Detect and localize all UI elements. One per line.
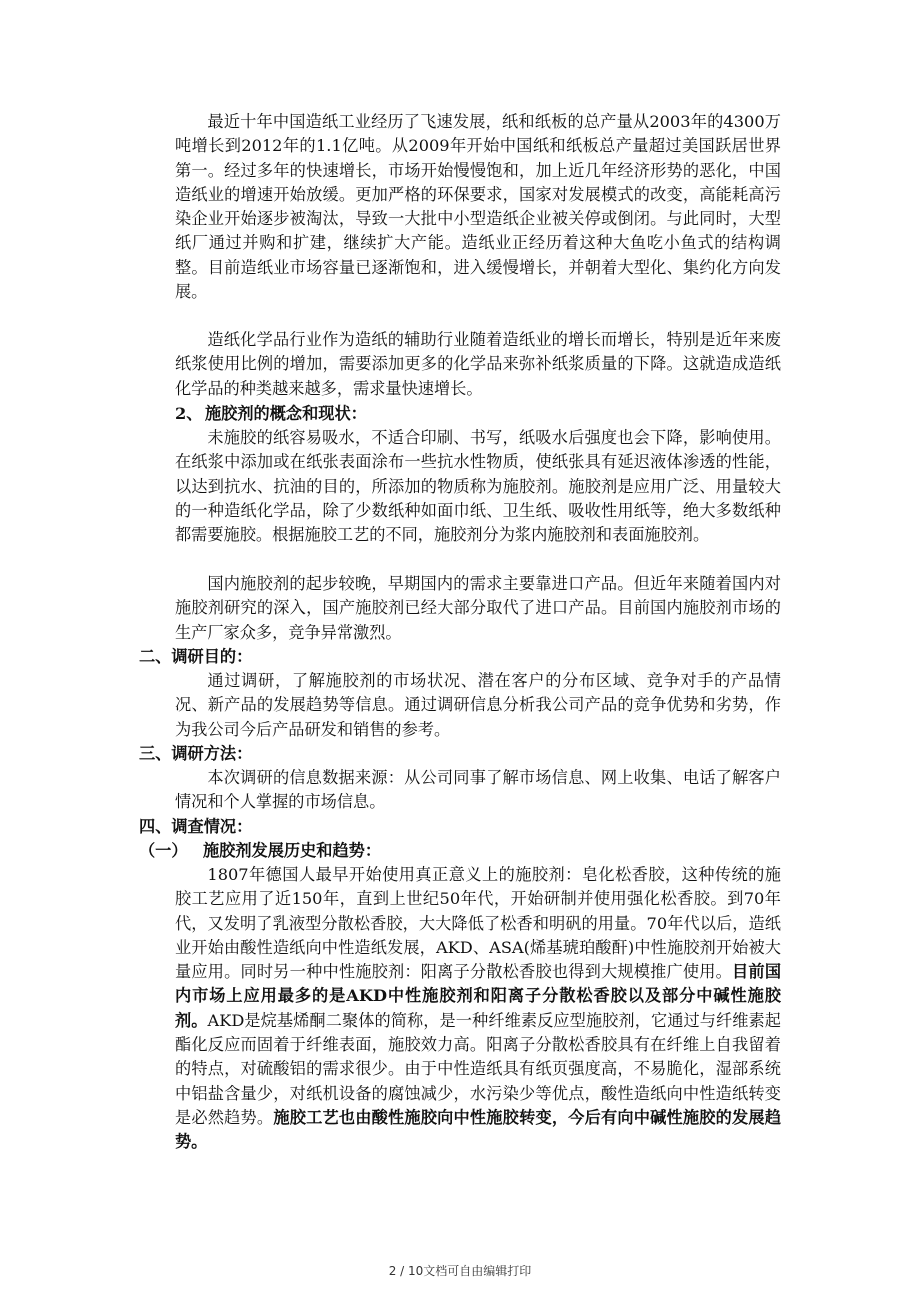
history-text-a: 1807年德国人最早开始使用真正意义上的施胶剂：皂化松香胶，这种传统的施胶工艺应用了近150年，直到上世纪50年代，开始研制并使用强化松香胶。到70年代，又发明了乳液型分散松香胶，大大降低了松香和明矾的用量。70年代以后，造纸业开始由酸性造纸向中性造纸发展，AKD、ASA(烯基琥珀酸酐)中性施胶剂开始被大量应用。同时另一种中性施胶剂：阳离子分散松香胶也得到大规模推广使用。 <box>175 865 781 982</box>
paragraph-chemicals-growth: 造纸化学品行业作为造纸的辅助行业随着造纸业的增长而增长，特别是近年来废纸浆使用比例的增加，需要添加更多的化学品来弥补纸浆质量的下降。这就造成造纸化学品的种类越来越多，需求量快速增长。 <box>175 330 781 398</box>
paragraph-industry-overview: 最近十年中国造纸工业经历了飞速发展，纸和纸板的总产量从2003年的4300万吨增长到2012年的1.1亿吨。从2009年开始中国纸和纸板总产量超过美国跃居世界第一。经过多年的快速增长，市场开始慢慢饱和，加上近几年经济形势的恶化，中国造纸业的增速开始放缓。更加严格的环保要求，国家对发展模式的改变，高能耗高污染企业开始逐步被淘汰，导致一大批中小型造纸企业被关停或倒闭。与此同时，大型纸厂通过并购和扩建，继续扩大产能。造纸业正经历着这种大鱼吃小鱼式的结构调整。目前造纸业市场容量已逐渐饱和，进入缓慢增长，并朝着大型化、集约化方向发展。 <box>175 112 781 302</box>
heading-number: （一） <box>139 841 188 860</box>
heading-text: 施胶剂发展历史和趋势： <box>203 841 382 860</box>
paragraph-research-method: 本次调研的信息数据来源：从公司同事了解市场信息、网上收集、电话了解客户情况和个人掌握的市场信息。 <box>175 768 781 812</box>
heading-research-purpose: 二、调研目的： <box>139 647 253 666</box>
heading-research-method: 三、调研方法： <box>139 744 253 763</box>
paragraph-domestic-market: 国内施胶剂的起步较晚，早期国内的需求主要靠进口产品。但近年来随着国内对施胶剂研究的深入，国产施胶剂已经大部分取代了进口产品。目前国内施胶剂市场的生产厂家众多，竞争异常激烈。 <box>175 574 781 642</box>
heading-text: 施胶剂的概念和现状： <box>205 404 367 423</box>
heading-number: 2、 <box>175 404 203 423</box>
paragraph-sizing-definition: 未施胶的纸容易吸水，不适合印刷、书写，纸吸水后强度也会下降，影响使用。在纸浆中添加或在纸张表面涂布一些抗水性物质，使纸张具有延迟液体渗透的性能，以达到抗水、抗油的目的，所添加的物质称为施胶剂。施胶剂是应用广泛、用量较大的一种造纸化学品，除了少数纸种如面巾纸、卫生纸、吸收性用纸等，绝大多数纸种都需要施胶。根据施胶工艺的不同，施胶剂分为浆内施胶剂和表面施胶剂。 <box>175 428 781 545</box>
page-footer: 2 / 10文档可自由编辑打印 <box>388 1264 532 1278</box>
history-emphasis-trend: 施胶工艺也由酸性施胶向中性施胶转变，今后有向中碱性施胶的发展趋势。 <box>175 1107 782 1152</box>
history-text-akd: AKD是烷基烯酮二聚体的简称，是一种纤维素反应型施胶剂，它通过与纤维素起酯化反应而固着于纤维表面，施胶效力高。阳离子分散松香胶具有在纤维上自我留着的特点，对硫酸铝的需求很少。由于中性造纸具有纸页强度高，不易脆化，湿部系统中铝盐含量少，对纸机设备的腐蚀减少，水污染少等优点，酸性造纸向中性造纸转变是必然趋势。 <box>175 1010 781 1127</box>
heading-survey-status: 四、调查情况： <box>139 817 253 836</box>
history-emphasis-market: 目前国内市场上应用最多的是AKD中性施胶剂和阳离子分散松香胶以及部分中碱性施胶剂。 <box>175 962 782 1030</box>
paragraph-research-purpose: 通过调研，了解施胶剂的市场状况、潜在客户的分布区域、竞争对手的产品情况、新产品的发展趋势等信息。通过调研信息分析我公司产品的竞争优势和劣势，作为我公司今后产品研发和销售的参考。 <box>175 671 781 739</box>
heading-sizing-agent-concept <box>175 402 367 426</box>
heading-history-trend <box>139 839 381 863</box>
paragraph-sizing-history <box>175 863 781 1155</box>
